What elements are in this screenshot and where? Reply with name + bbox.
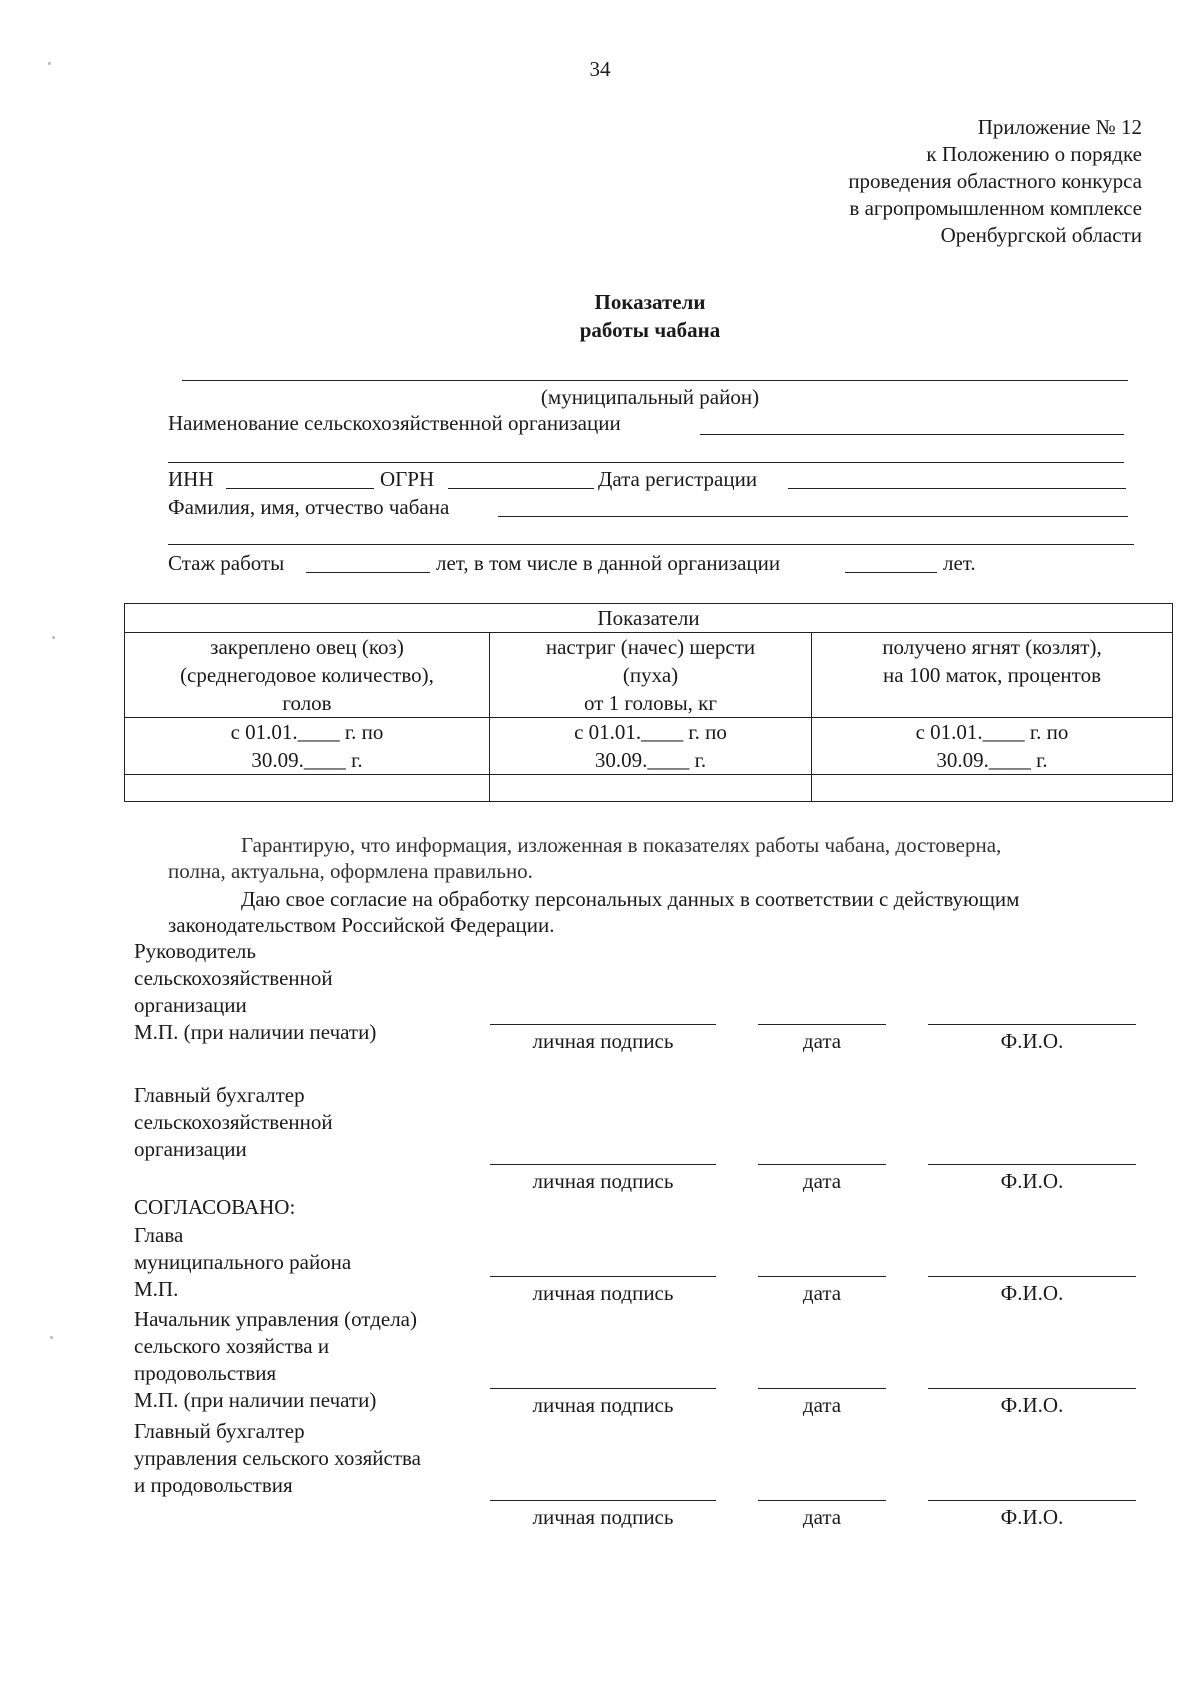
signature-field[interactable] [490,1164,716,1165]
signatory-line: Главный бухгалтер [134,1419,305,1443]
name-field[interactable] [928,1164,1136,1165]
appendix-line: к Положению о порядке [926,142,1142,166]
title-line: Показатели [594,290,706,314]
column-head-sheep [125,633,490,718]
table-period-row [125,718,1173,775]
guarantee-line: Гарантирую, что информация, изложенная в показателях работы чабана, достоверна, [241,833,1002,857]
date-caption: дата [802,1169,842,1193]
signature-caption: личная подпись [532,1281,674,1305]
signatory-district-head [134,1222,351,1303]
signatory-line: организации [134,993,247,1017]
org-name-field[interactable] [700,434,1124,435]
district-caption: (муниципальный район) [540,385,760,409]
column-head-wool [490,633,812,718]
signatory-line: М.П. (при наличии печати) [134,1020,377,1044]
signatory-line: управления сельского хозяйства [134,1446,421,1470]
page-number: 34 [589,57,611,81]
signatory-line: сельскохозяйственной [134,1110,333,1134]
column-head-line: закреплено овец (коз) [210,635,404,659]
date-field[interactable] [758,1276,886,1277]
guarantee-line: полна, актуальна, оформлена правильно. [168,859,533,883]
table-header-row [125,604,1173,633]
inn-field[interactable] [226,488,374,489]
signature-caption: личная подпись [532,1169,674,1193]
signatory-chief-accountant [134,1082,333,1163]
period-cell [125,718,490,775]
shepherd-name-field[interactable] [498,516,1128,517]
signature-field[interactable] [490,1388,716,1389]
signatory-line: муниципального района [134,1250,352,1274]
appendix-block [848,114,1142,249]
appendix-line: Оренбургской области [940,223,1142,247]
period-line: 30.09.____ г. [936,748,1048,772]
period-line: с 01.01.____ г. по [915,720,1069,744]
table-columns-row [125,633,1173,718]
scan-speck [50,1336,53,1339]
consent-line: законодательством Российской Федерации. [168,913,555,937]
experience-label: Стаж работы [168,551,285,575]
name-field[interactable] [928,1024,1136,1025]
period-line: 30.09.____ г. [251,748,363,772]
name-caption: Ф.И.О. [1000,1281,1064,1305]
signatory-line: и продовольствия [134,1473,293,1497]
name-caption: Ф.И.О. [1000,1505,1064,1529]
title-line: работы чабана [579,318,721,342]
consent-line: Даю свое согласие на обработку персональных данных в соответствии с действующим [241,887,1020,911]
column-head-line: получено ягнят (козлят), [882,635,1102,659]
signatory-line: Начальник управления (отдела) [134,1307,417,1331]
signatory-line: сельского хозяйства и [134,1334,330,1358]
name-caption: Ф.И.О. [1000,1029,1064,1053]
date-caption: дата [802,1393,842,1417]
scan-speck [48,62,51,65]
signatory-line: М.П. [134,1277,179,1301]
signature-field[interactable] [490,1276,716,1277]
date-caption: дата [802,1505,842,1529]
signatory-line: продовольствия [134,1361,277,1385]
signatory-line: М.П. (при наличии печати) [134,1388,377,1412]
date-caption: дата [802,1281,842,1305]
period-line: с 01.01.____ г. по [574,720,727,744]
experience-years-field[interactable] [306,572,430,573]
signatory-department-head [134,1306,417,1414]
signature-caption: личная подпись [532,1393,674,1417]
column-head-line: настриг (начес) шерсти [545,635,756,659]
name-field[interactable] [928,1388,1136,1389]
table-header: Показатели [125,604,1173,633]
signature-field[interactable] [490,1500,716,1501]
experience-org-years-field[interactable] [845,572,937,573]
appendix-line: в агропромышленном комплексе [849,196,1142,220]
signatory-line: сельскохозяйственной [134,966,333,990]
shepherd-name-field-continued[interactable] [168,544,1134,545]
signatory-department-accountant [134,1418,421,1499]
value-cell-lambs[interactable] [812,775,1173,802]
page-title [450,288,850,344]
scan-speck [52,636,55,639]
appendix-line: Приложение № 12 [977,115,1142,139]
column-head-line: (среднегодовое количество), [180,663,434,687]
period-cell [812,718,1173,775]
signature-caption: личная подпись [532,1505,674,1529]
signatory-line: Главный бухгалтер [134,1083,305,1107]
ogrn-label: ОГРН [380,467,435,491]
column-head-line: (пуха) [622,663,679,687]
signature-field[interactable] [490,1024,716,1025]
date-field[interactable] [758,1024,886,1025]
indicators-table [124,603,1173,802]
column-head-lambs [812,633,1173,718]
shepherd-name-label: Фамилия, имя, отчество чабана [168,495,450,519]
period-cell [490,718,812,775]
date-caption: дата [802,1029,842,1053]
signatory-line: Глава [134,1223,184,1247]
approved-heading: СОГЛАСОВАНО: [134,1195,296,1219]
org-name-label: Наименование сельскохозяйственной организации [168,411,621,435]
value-cell-sheep[interactable] [125,775,490,802]
signatory-line: организации [134,1137,247,1161]
signature-caption: личная подпись [532,1029,674,1053]
experience-mid-text: лет, в том числе в данной организации [436,551,781,575]
date-field[interactable] [758,1500,886,1501]
signatory-line: Руководитель [134,939,256,963]
column-head-line: на 100 маток, процентов [883,663,1101,687]
district-blank-line[interactable] [182,380,1128,381]
name-field[interactable] [928,1276,1136,1277]
value-cell-wool[interactable] [490,775,812,802]
appendix-line: проведения областного конкурса [848,169,1142,193]
inn-label: ИНН [168,467,214,491]
reg-date-field[interactable] [788,488,1126,489]
name-caption: Ф.И.О. [1000,1393,1064,1417]
experience-end-text: лет. [943,551,976,575]
period-line: 30.09.____ г. [594,748,707,772]
reg-date-label: Дата регистрации [598,467,758,491]
signatory-head [134,938,376,1046]
period-line: с 01.01.____ г. по [230,720,384,744]
name-field[interactable] [928,1500,1136,1501]
date-field[interactable] [758,1388,886,1389]
table-value-row [125,775,1173,802]
date-field[interactable] [758,1164,886,1165]
org-name-field-continued[interactable] [168,462,1124,463]
column-head-line: от 1 головы, кг [583,691,718,715]
ogrn-field[interactable] [448,488,594,489]
column-head-line: голов [282,691,332,715]
name-caption: Ф.И.О. [1000,1169,1064,1193]
